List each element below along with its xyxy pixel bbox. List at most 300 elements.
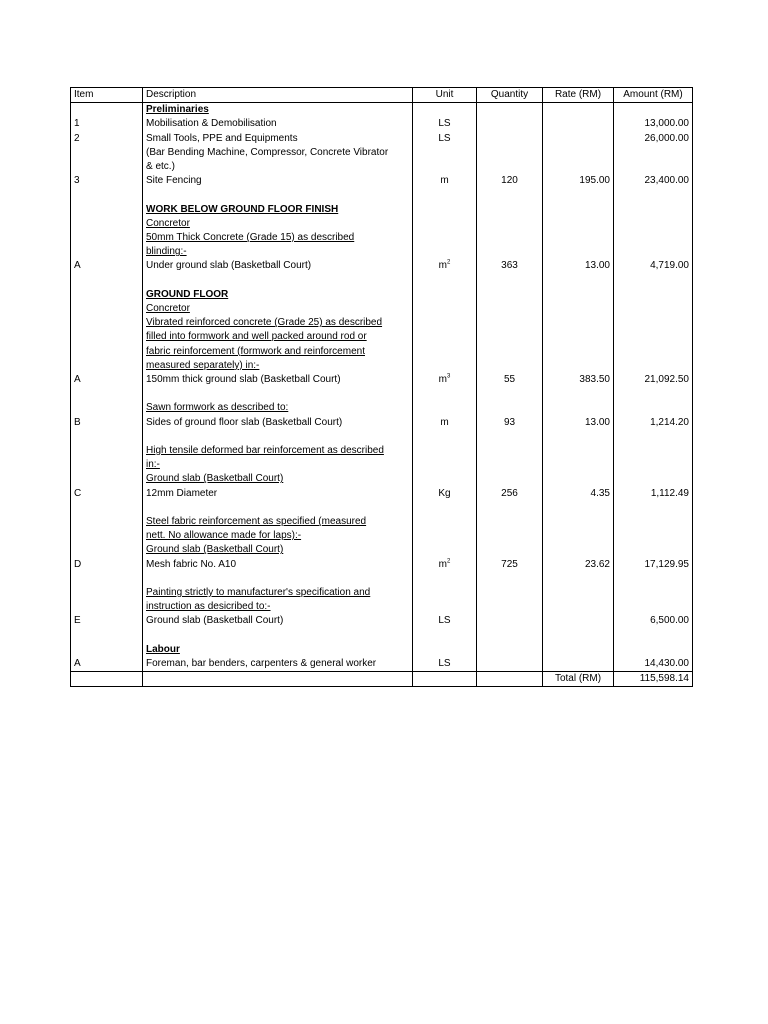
description-cell — [143, 345, 413, 359]
rate-cell — [543, 416, 614, 430]
unit-cell — [413, 444, 477, 458]
qty-text: 55 — [503, 374, 516, 386]
rate-cell — [543, 472, 614, 486]
description-text: filled into formwork and well packed around rod or — [146, 331, 367, 343]
description-cell — [143, 586, 413, 600]
unit-cell — [413, 543, 477, 557]
unit-cell — [413, 117, 477, 131]
unit-cell — [413, 316, 477, 330]
amt-cell — [614, 558, 693, 572]
description-cell — [143, 515, 413, 529]
description-cell — [143, 203, 413, 217]
description-text: instruction as desicribed to:- — [146, 601, 271, 613]
description-cell — [143, 103, 413, 118]
amt-cell — [614, 458, 693, 472]
table-row — [71, 146, 693, 160]
amt-cell — [614, 629, 693, 643]
unit-text: LS — [438, 118, 451, 130]
rate-cell — [543, 657, 614, 672]
unit-cell — [413, 231, 477, 245]
unit-text: m — [438, 260, 447, 272]
description-text: High tensile deformed bar reinforcement as described — [146, 445, 384, 457]
amt-cell — [614, 203, 693, 217]
amt-cell — [614, 359, 693, 373]
table-row — [71, 274, 693, 288]
table-row — [71, 487, 693, 501]
amt-cell — [614, 345, 693, 359]
item-cell — [71, 117, 143, 131]
item-cell — [71, 529, 143, 543]
rate-cell — [543, 543, 614, 557]
qty-cell — [477, 614, 543, 628]
unit-superscript: 2 — [447, 260, 451, 267]
description-text: GROUND FLOOR — [146, 288, 229, 300]
unit-cell — [413, 174, 477, 188]
rate-cell — [543, 572, 614, 586]
item-cell — [71, 629, 143, 643]
unit-cell — [413, 103, 477, 118]
unit-cell — [413, 629, 477, 643]
item-cell — [71, 387, 143, 401]
qty-text: 120 — [501, 175, 518, 187]
total-amount: 115,598.14 — [614, 672, 693, 687]
qty-cell — [477, 600, 543, 614]
qty-cell — [477, 629, 543, 643]
item-cell — [71, 501, 143, 515]
description-text: 150mm thick ground slab (Basketball Court) — [146, 374, 341, 386]
description-cell — [143, 330, 413, 344]
rate-cell — [543, 387, 614, 401]
description-cell — [143, 359, 413, 373]
rate-cell — [543, 160, 614, 174]
amt-cell — [614, 274, 693, 288]
header-row — [71, 88, 693, 103]
rate-text: 23.62 — [584, 558, 610, 570]
amt-cell — [614, 146, 693, 160]
unit-cell — [413, 359, 477, 373]
qty-cell — [477, 472, 543, 486]
description-text: Labour — [146, 643, 180, 655]
item-cell — [71, 401, 143, 415]
qty-cell — [477, 487, 543, 501]
amt-text: 14,430.00 — [644, 658, 689, 670]
rate-cell — [543, 103, 614, 118]
amt-cell — [614, 288, 693, 302]
description-cell — [143, 288, 413, 302]
rate-cell — [543, 558, 614, 572]
amt-text: 13,000.00 — [644, 118, 689, 130]
description-cell — [143, 259, 413, 273]
amt-cell — [614, 586, 693, 600]
item-text: 3 — [74, 175, 80, 187]
rate-cell — [543, 401, 614, 415]
amt-text: 6,500.00 — [650, 615, 689, 627]
qty-cell — [477, 501, 543, 515]
item-cell — [71, 586, 143, 600]
qty-cell — [477, 174, 543, 188]
description-text: Preliminaries — [146, 104, 209, 116]
unit-cell — [413, 586, 477, 600]
description-cell — [143, 430, 413, 444]
description-text: Concretor — [146, 303, 190, 315]
amt-cell — [614, 614, 693, 628]
rate-text: 195.00 — [579, 175, 610, 187]
unit-cell — [413, 487, 477, 501]
description-text: Concretor — [146, 217, 190, 229]
unit-cell — [413, 600, 477, 614]
item-text: A — [74, 260, 81, 272]
amt-text: 4,719.00 — [650, 260, 689, 272]
qty-cell — [477, 274, 543, 288]
item-text: E — [74, 615, 81, 627]
table-row — [71, 132, 693, 146]
item-text: 1 — [74, 118, 80, 130]
item-text: 2 — [74, 132, 80, 144]
rate-cell — [543, 430, 614, 444]
rate-text: 13.00 — [584, 416, 610, 428]
amt-cell — [614, 188, 693, 202]
description-text: measured separately) in:- — [146, 359, 260, 371]
table-row — [71, 600, 693, 614]
rate-cell — [543, 316, 614, 330]
header-description: Description — [143, 88, 413, 103]
description-text: WORK BELOW GROUND FLOOR FINISH — [146, 203, 339, 215]
table-row — [71, 572, 693, 586]
amt-cell — [614, 501, 693, 515]
description-text: (Bar Bending Machine, Compressor, Concrete Vibrator — [146, 146, 389, 158]
rate-cell — [543, 345, 614, 359]
table-row — [71, 430, 693, 444]
item-text: C — [74, 487, 82, 499]
amt-cell — [614, 401, 693, 415]
item-cell — [71, 657, 143, 672]
qty-text: 93 — [503, 416, 516, 428]
unit-cell — [413, 345, 477, 359]
description-cell — [143, 174, 413, 188]
amt-cell — [614, 160, 693, 174]
table-row — [71, 586, 693, 600]
description-cell — [143, 217, 413, 231]
qty-text: 256 — [501, 487, 518, 499]
amt-text: 26,000.00 — [644, 132, 689, 144]
description-cell — [143, 231, 413, 245]
unit-cell — [413, 472, 477, 486]
qty-cell — [477, 529, 543, 543]
unit-cell — [413, 657, 477, 672]
qty-cell — [477, 330, 543, 344]
amt-cell — [614, 316, 693, 330]
description-cell — [143, 117, 413, 131]
qty-cell — [477, 401, 543, 415]
amt-cell — [614, 245, 693, 259]
total-row — [71, 672, 693, 687]
item-cell — [71, 146, 143, 160]
description-cell — [143, 487, 413, 501]
unit-text: m — [440, 416, 449, 428]
rate-cell — [543, 132, 614, 146]
table-row — [71, 316, 693, 330]
table-body — [71, 103, 693, 672]
table-row — [71, 160, 693, 174]
description-text: Vibrated reinforced concrete (Grade 25) as described — [146, 317, 383, 329]
description-text: Site Fencing — [146, 175, 202, 187]
table-row — [71, 614, 693, 628]
description-cell — [143, 558, 413, 572]
item-cell — [71, 330, 143, 344]
item-cell — [71, 103, 143, 118]
qty-cell — [477, 586, 543, 600]
item-cell — [71, 558, 143, 572]
description-text: in:- — [146, 459, 160, 471]
description-cell — [143, 387, 413, 401]
unit-cell — [413, 274, 477, 288]
table-row — [71, 330, 693, 344]
amt-cell — [614, 543, 693, 557]
item-cell — [71, 302, 143, 316]
total-cell-description — [143, 672, 413, 687]
unit-cell — [413, 302, 477, 316]
unit-superscript: 2 — [447, 558, 451, 565]
item-cell — [71, 416, 143, 430]
table-row — [71, 401, 693, 415]
rate-cell — [543, 629, 614, 643]
unit-cell — [413, 160, 477, 174]
description-text: nett. No allowance made for laps):- — [146, 530, 302, 542]
unit-cell — [413, 558, 477, 572]
description-cell — [143, 302, 413, 316]
item-cell — [71, 444, 143, 458]
description-cell — [143, 572, 413, 586]
item-cell — [71, 203, 143, 217]
item-cell — [71, 472, 143, 486]
rate-cell — [543, 174, 614, 188]
table-row — [71, 174, 693, 188]
description-text: Painting strictly to manufacturer's specification and — [146, 587, 371, 599]
unit-cell — [413, 373, 477, 387]
table-row — [71, 558, 693, 572]
item-cell — [71, 316, 143, 330]
description-cell — [143, 160, 413, 174]
item-text: A — [74, 658, 81, 670]
table-row — [71, 188, 693, 202]
header-quantity: Quantity — [477, 88, 543, 103]
header-item: Item — [71, 88, 143, 103]
item-cell — [71, 174, 143, 188]
amt-cell — [614, 515, 693, 529]
table-row — [71, 245, 693, 259]
table-row — [71, 515, 693, 529]
table-row — [71, 643, 693, 657]
table-row — [71, 259, 693, 273]
item-cell — [71, 345, 143, 359]
amt-cell — [614, 117, 693, 131]
qty-cell — [477, 231, 543, 245]
description-cell — [143, 401, 413, 415]
description-cell — [143, 629, 413, 643]
unit-text: LS — [438, 658, 451, 670]
amt-text: 1,112.49 — [650, 487, 689, 499]
description-text: Under ground slab (Basketball Court) — [146, 260, 312, 272]
unit-cell — [413, 245, 477, 259]
amt-cell — [614, 330, 693, 344]
description-text: Ground slab (Basketball Court) — [146, 544, 284, 556]
item-cell — [71, 614, 143, 628]
rate-cell — [543, 614, 614, 628]
amt-cell — [614, 444, 693, 458]
qty-cell — [477, 416, 543, 430]
rate-cell — [543, 529, 614, 543]
amt-cell — [614, 132, 693, 146]
description-text: Sawn formwork as described to: — [146, 402, 289, 414]
description-text: Foreman, bar benders, carpenters & general worker — [146, 658, 377, 670]
amt-text: 23,400.00 — [644, 175, 689, 187]
qty-cell — [477, 558, 543, 572]
unit-cell — [413, 188, 477, 202]
total-cell-item — [71, 672, 143, 687]
unit-text: LS — [438, 615, 451, 627]
description-text: Sides of ground floor slab (Basketball Court) — [146, 416, 343, 428]
table-row — [71, 288, 693, 302]
item-cell — [71, 458, 143, 472]
rate-cell — [543, 302, 614, 316]
item-text: D — [74, 558, 82, 570]
amt-cell — [614, 657, 693, 672]
unit-cell — [413, 401, 477, 415]
unit-cell — [413, 203, 477, 217]
unit-cell — [413, 643, 477, 657]
qty-cell — [477, 117, 543, 131]
amt-cell — [614, 643, 693, 657]
header-rate: Rate (RM) — [543, 88, 614, 103]
table-row — [71, 103, 693, 118]
amt-cell — [614, 387, 693, 401]
amt-cell — [614, 472, 693, 486]
item-text: B — [74, 416, 81, 428]
rate-cell — [543, 643, 614, 657]
qty-cell — [477, 217, 543, 231]
qty-cell — [477, 103, 543, 118]
qty-cell — [477, 132, 543, 146]
rate-cell — [543, 231, 614, 245]
total-label: Total (RM) — [543, 672, 614, 687]
description-cell — [143, 614, 413, 628]
rate-cell — [543, 487, 614, 501]
unit-cell — [413, 330, 477, 344]
description-text: fabric reinforcement (formwork and reinforcement — [146, 345, 365, 357]
rate-cell — [543, 274, 614, 288]
item-cell — [71, 217, 143, 231]
rate-cell — [543, 259, 614, 273]
amt-cell — [614, 487, 693, 501]
description-cell — [143, 458, 413, 472]
item-cell — [71, 188, 143, 202]
qty-cell — [477, 430, 543, 444]
table-row — [71, 501, 693, 515]
total-cell-unit — [413, 672, 477, 687]
qty-cell — [477, 572, 543, 586]
qty-cell — [477, 345, 543, 359]
rate-cell — [543, 359, 614, 373]
item-cell — [71, 231, 143, 245]
table-row — [71, 416, 693, 430]
amt-text: 1,214.20 — [650, 416, 689, 428]
amt-cell — [614, 302, 693, 316]
total-cell-quantity — [477, 672, 543, 687]
qty-cell — [477, 160, 543, 174]
qty-cell — [477, 657, 543, 672]
unit-cell — [413, 146, 477, 160]
rate-cell — [543, 203, 614, 217]
bill-of-quantities-table — [70, 87, 693, 687]
rate-cell — [543, 586, 614, 600]
unit-cell — [413, 132, 477, 146]
amt-cell — [614, 231, 693, 245]
description-cell — [143, 245, 413, 259]
item-cell — [71, 543, 143, 557]
description-text: Mesh fabric No. A10 — [146, 558, 237, 570]
table-row — [71, 543, 693, 557]
rate-text: 4.35 — [590, 487, 610, 499]
item-cell — [71, 245, 143, 259]
header-unit: Unit — [413, 88, 477, 103]
table-row — [71, 217, 693, 231]
unit-cell — [413, 416, 477, 430]
rate-cell — [543, 444, 614, 458]
unit-text: m — [438, 374, 447, 386]
rate-cell — [543, 188, 614, 202]
amt-cell — [614, 416, 693, 430]
table-row — [71, 472, 693, 486]
qty-cell — [477, 146, 543, 160]
amt-cell — [614, 572, 693, 586]
table-row — [71, 117, 693, 131]
item-cell — [71, 259, 143, 273]
qty-cell — [477, 444, 543, 458]
unit-cell — [413, 458, 477, 472]
item-cell — [71, 600, 143, 614]
qty-cell — [477, 288, 543, 302]
item-cell — [71, 373, 143, 387]
description-text: Steel fabric reinforcement as specified (measured — [146, 516, 367, 528]
table-row — [71, 373, 693, 387]
item-cell — [71, 274, 143, 288]
header-amount: Amount (RM) — [614, 88, 693, 103]
unit-cell — [413, 614, 477, 628]
table-row — [71, 231, 693, 245]
rate-cell — [543, 288, 614, 302]
item-cell — [71, 515, 143, 529]
qty-cell — [477, 359, 543, 373]
item-cell — [71, 288, 143, 302]
qty-cell — [477, 515, 543, 529]
description-cell — [143, 543, 413, 557]
item-cell — [71, 160, 143, 174]
table-row — [71, 458, 693, 472]
table-row — [71, 302, 693, 316]
description-cell — [143, 373, 413, 387]
description-text: Small Tools, PPE and Equipments — [146, 132, 298, 144]
rate-cell — [543, 117, 614, 131]
unit-cell — [413, 529, 477, 543]
qty-cell — [477, 245, 543, 259]
rate-cell — [543, 458, 614, 472]
unit-cell — [413, 288, 477, 302]
qty-cell — [477, 316, 543, 330]
table-row — [71, 529, 693, 543]
table-row — [71, 629, 693, 643]
description-cell — [143, 146, 413, 160]
description-cell — [143, 501, 413, 515]
